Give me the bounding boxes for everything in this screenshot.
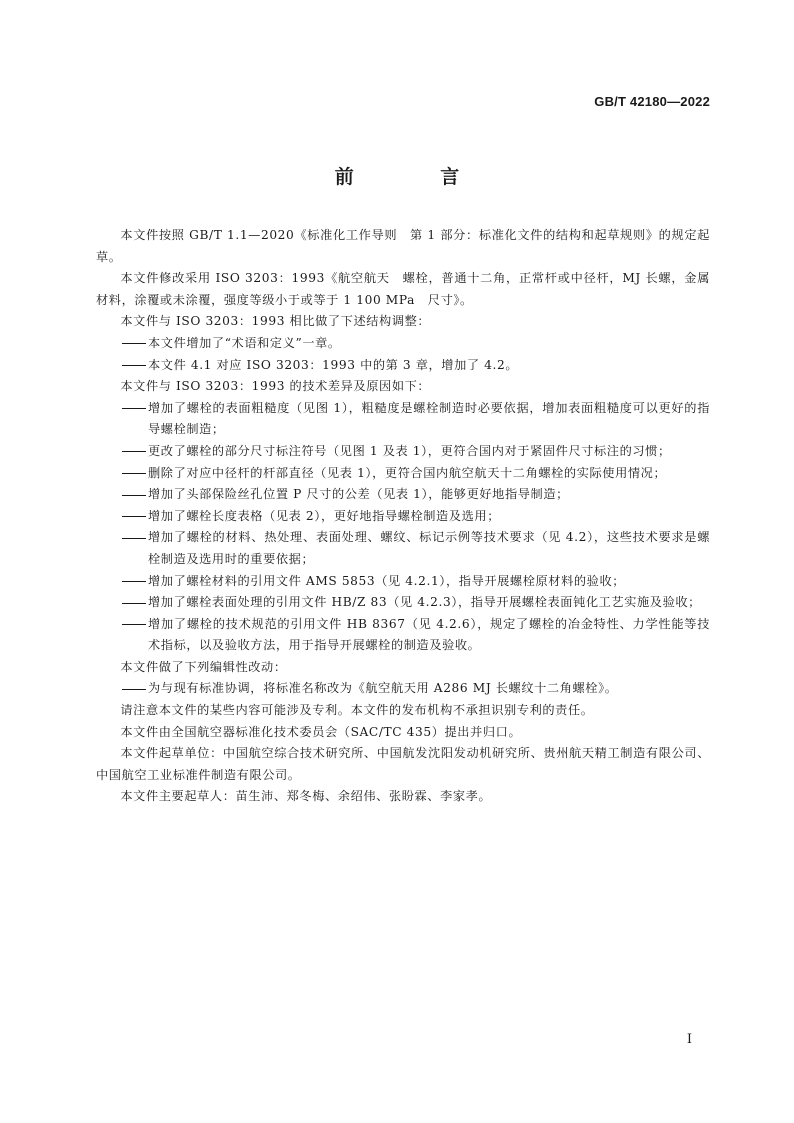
page-number: I — [686, 1032, 692, 1047]
dash-list-item: 更改了螺栓的部分尺寸标注符号（见图 1 及表 1），更符合国内对于紧固件尺寸标注的习惯； — [96, 441, 710, 463]
paragraph: 本文件主要起草人：苗生沛、郑冬梅、余绍伟、张盼霖、李家孝。 — [120, 789, 492, 804]
paragraph: 本文件做了下列编辑性改动： — [120, 659, 287, 674]
dash-list-item: 增加了螺栓表面处理的引用文件 HB/Z 83（见 4.2.3），指导开展螺栓表面钝化工艺实施及验收； — [96, 592, 710, 614]
paragraph: 本文件起草单位：中国航空综合技术研究所、中国航发沈阳发动机研究所、贵州航天精工制造有限公司、中国航空工业标准件制造有限公司。 — [96, 746, 710, 782]
paragraph: 本文件由全国航空器标准化技术委员会（SAC/TC 435）提出并归口。 — [120, 724, 522, 739]
paragraph: 本文件与 ISO 3203：1993 相比做了下述结构调整： — [120, 314, 431, 329]
paragraph: 本文件按照 GB/T 1.1—2020《标准化工作导则 第 1 部分：标准化文件的结构和起草规则》的规定起草。 — [96, 228, 710, 264]
dash-list-item: 增加了螺栓材料的引用文件 AMS 5853（见 4.2.1），指导开展螺栓原材料的验收； — [96, 571, 710, 593]
dash-list-item: 增加了螺栓的表面粗糙度（见图 1），粗糙度是螺栓制造时必要依据，增加表面粗糙度可以更好的指导螺栓制造； — [96, 398, 710, 441]
dash-list-item: 删除了对应中径杆的杆部直径（见表 1），更符合国内航空航天十二角螺栓的实际使用情况； — [96, 463, 710, 485]
paragraph: 请注意本文件的某些内容可能涉及专利。本文件的发布机构不承担识别专利的责任。 — [120, 703, 594, 718]
foreword-body — [96, 225, 710, 808]
dash-list-item: 本文件增加了“术语和定义”一章。 — [96, 333, 710, 355]
dash-list-item: 本文件 4.1 对应 ISO 3203：1993 中的第 3 章，增加了 4.2。 — [96, 355, 710, 377]
standard-number: GB/T 42180—2022 — [594, 94, 710, 109]
dash-list-item: 增加了螺栓的技术规范的引用文件 HB 8367（见 4.2.6），规定了螺栓的冶金特性、力学性能等技术指标，以及验收方法，用于指导开展螺栓的制造及验收。 — [96, 614, 710, 657]
paragraph: 本文件修改采用 ISO 3203：1993《航空航天 螺栓，普通十二角，正常杆或中径杆，MJ 长螺，金属材料，涂覆或未涂覆，强度等级小于或等于 1 100 MPa 尺寸》。 — [96, 271, 710, 307]
dash-list-item: 增加了螺栓的材料、热处理、表面处理、螺纹、标记示例等技术要求（见 4.2），这些技术要求是螺栓制造及选用时的重要依据； — [96, 527, 710, 570]
dash-list-item: 为与现有标准协调，将标准名称改为《航空航天用 A286 MJ 长螺纹十二角螺栓》。 — [96, 678, 710, 700]
page-title: 前 言 — [334, 166, 500, 188]
dash-list-item: 增加了头部保险丝孔位置 P 尺寸的公差（见表 1），能够更好地指导制造； — [96, 484, 710, 506]
dash-list-item: 增加了螺栓长度表格（见表 2），更好地指导螺栓制造及选用； — [96, 506, 710, 528]
paragraph: 本文件与 ISO 3203：1993 的技术差异及原因如下： — [120, 379, 431, 394]
